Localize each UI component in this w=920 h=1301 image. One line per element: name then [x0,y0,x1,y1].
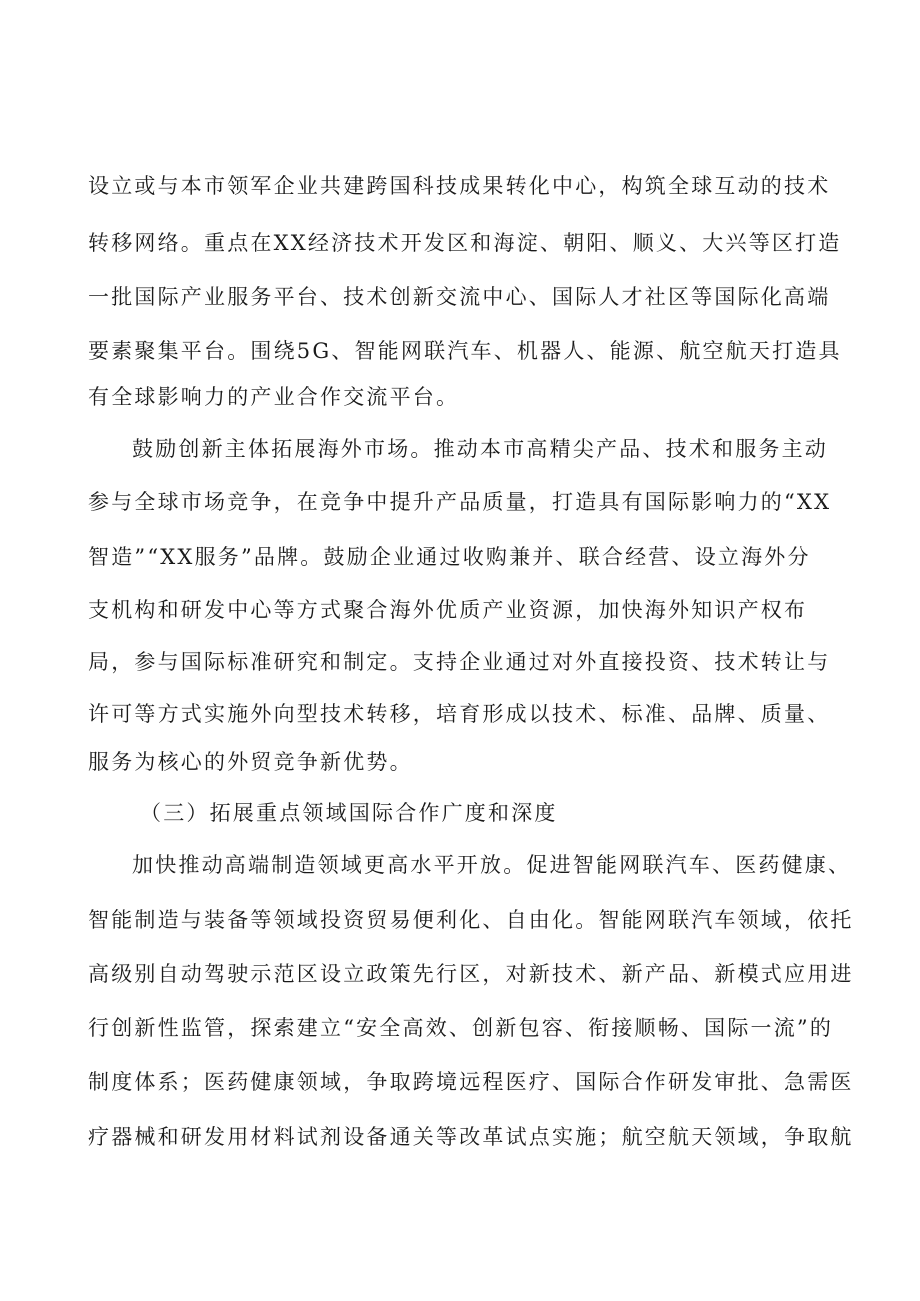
text-line: 疗器械和研发用材料试剂设备通关等改革试点实施；航空航天领域，争取航 [88,1125,854,1149]
text-line: 制度体系；医药健康领域，争取跨境远程医疗、国际合作研发审批、急需医 [88,1070,854,1094]
text-line: 有全球影响力的产业合作交流平台。 [88,385,460,409]
text-line: 鼓励创新主体拓展海外市场。推动本市高精尖产品、技术和服务主动 [132,437,828,461]
text-line: 转移网络。重点在XX经济技术开发区和海淀、朝阳、顺义、大兴等区打造 [88,231,842,255]
section-heading: （三）拓展重点领域国际合作广度和深度 [140,801,558,825]
text-line: 设立或与本市领军企业共建跨国科技成果转化中心，构筑全球互动的技术 [88,174,831,198]
text-line: 参与全球市场竞争，在竞争中提升产品质量，打造具有国际影响力的“XX [88,490,832,514]
text-line: 高级别自动驾驶示范区设立政策先行区，对新技术、新产品、新模式应用进 [88,962,854,986]
text-line: 行创新性监管，探索建立“安全高效、创新包容、衔接顺畅、国际一流”的 [88,1016,834,1040]
text-line: 加快推动高端制造领域更高水平开放。促进智能网联汽车、医药健康、 [132,853,852,877]
text-line: 支机构和研发中心等方式聚合海外优质产业资源，加快海外知识产权布 [88,598,808,622]
text-line: 局，参与国际标准研究和制定。支持企业通过对外直接投资、技术转让与 [88,650,831,674]
text-line: 智能制造与装备等领域投资贸易便利化、自由化。智能网联汽车领域，依托 [88,908,854,932]
text-line: 一批国际产业服务平台、技术创新交流中心、国际人才社区等国际化高端 [88,285,831,309]
text-line: 许可等方式实施外向型技术转移，培育形成以技术、标准、品牌、质量、 [88,702,831,726]
section-heading: 服务为核心的外贸竞争新优势。 [88,750,413,774]
text-line: 要素聚集平台。围绕5G、智能网联汽车、机器人、能源、航空航天打造具 [88,339,842,363]
text-line: 智造”“XX服务”品牌。鼓励企业通过收购兼并、联合经营、设立海外分 [88,545,811,569]
